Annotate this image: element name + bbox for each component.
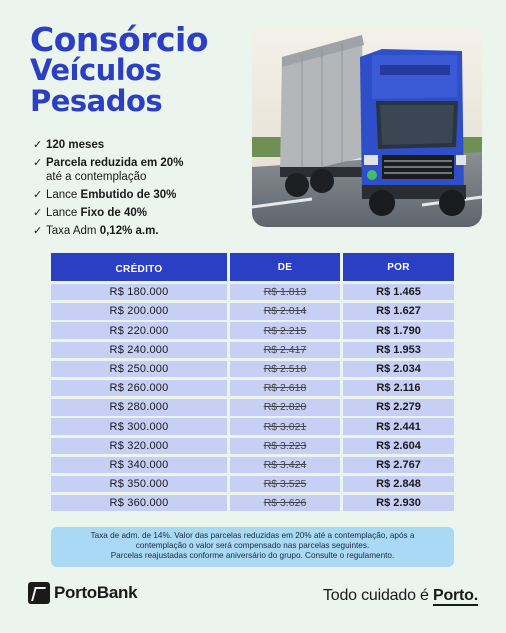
feature-text: Lance <box>46 189 81 201</box>
feature-bold: 120 meses <box>46 139 105 151</box>
cell-por: R$ 2.604 <box>343 438 454 454</box>
truck-photo <box>252 27 482 227</box>
cell-de: R$ 2.215 <box>230 322 340 338</box>
cell-credito: R$ 180.000 <box>51 284 227 300</box>
header-de: DE <box>230 253 340 281</box>
cell-por: R$ 1.953 <box>343 342 454 358</box>
note-line: Parcelas reajustadas conforme aniversário do grupo. Consulte o regulamento. <box>110 551 395 560</box>
feature-item <box>33 224 243 238</box>
table-row <box>51 342 454 358</box>
cell-por: R$ 2.441 <box>343 418 454 434</box>
feature-text: Lance <box>46 207 81 219</box>
cell-por: R$ 1.465 <box>343 284 454 300</box>
feature-list <box>33 138 243 242</box>
note-line: contemplação o valor será compensado nas parcelas seguintes. <box>135 541 370 550</box>
header-por: POR <box>343 253 454 281</box>
cell-credito: R$ 360.000 <box>51 495 227 511</box>
cell-credito: R$ 340.000 <box>51 457 227 473</box>
cell-de: R$ 3.626 <box>230 495 340 511</box>
table-row <box>51 457 454 473</box>
cell-de: R$ 2.014 <box>230 303 340 319</box>
tagline-regular: Todo cuidado é <box>322 587 433 604</box>
title-line-3: Pesados <box>30 84 163 118</box>
cell-de: R$ 2.820 <box>230 399 340 415</box>
title-line-2: Veículos <box>30 53 162 87</box>
feature-text: até a contemplação <box>46 171 147 183</box>
table-body <box>51 284 454 511</box>
feature-item <box>33 138 243 152</box>
table-row <box>51 399 454 415</box>
table-row <box>51 284 454 300</box>
feature-bold: Embutido de 30% <box>80 189 177 201</box>
table-row <box>51 361 454 377</box>
tagline <box>323 587 478 605</box>
cell-por: R$ 2.116 <box>343 380 454 396</box>
table-row <box>51 495 454 511</box>
feature-item <box>33 188 243 202</box>
feature-bold: Fixo de 40% <box>80 207 147 219</box>
cell-por: R$ 2.930 <box>343 495 454 511</box>
header-credito: CRÉDITO <box>51 253 227 281</box>
cell-por: R$ 2.034 <box>343 361 454 377</box>
price-table <box>51 253 454 514</box>
logo-text: PortoBank <box>54 583 138 602</box>
table-row <box>51 438 454 454</box>
feature-bold: 0,12% a.m. <box>99 225 159 237</box>
feature-item <box>33 206 243 220</box>
cell-de: R$ 3.223 <box>230 438 340 454</box>
cell-de: R$ 2.618 <box>230 380 340 396</box>
cell-credito: R$ 260.000 <box>51 380 227 396</box>
check-icon: ✓ <box>33 207 43 219</box>
cell-credito: R$ 300.000 <box>51 418 227 434</box>
cell-de: R$ 2.518 <box>230 361 340 377</box>
portobank-logo-icon <box>28 582 50 604</box>
check-icon: ✓ <box>33 139 43 151</box>
check-icon: ✓ <box>33 189 43 201</box>
feature-item <box>33 156 243 184</box>
check-icon: ✓ <box>33 157 43 169</box>
cell-por: R$ 1.627 <box>343 303 454 319</box>
cell-de: R$ 3.424 <box>230 457 340 473</box>
cell-de: R$ 3.021 <box>230 418 340 434</box>
feature-text: Taxa Adm <box>46 225 100 237</box>
portobank-logo <box>28 582 137 604</box>
table-header <box>51 253 454 281</box>
cell-por: R$ 2.279 <box>343 399 454 415</box>
cell-credito: R$ 240.000 <box>51 342 227 358</box>
cell-de: R$ 3.525 <box>230 476 340 492</box>
table-row <box>51 322 454 338</box>
table-row <box>51 380 454 396</box>
cell-de: R$ 2.417 <box>230 342 340 358</box>
cell-por: R$ 2.767 <box>343 457 454 473</box>
disclaimer-note <box>51 527 454 567</box>
table-row <box>51 303 454 319</box>
cell-credito: R$ 280.000 <box>51 399 227 415</box>
note-line: Taxa de adm. de 14%. Valor das parcelas reduzidas em 20% até a contemplação, após a <box>90 531 415 540</box>
feature-bold: Parcela reduzida em 20% <box>46 157 184 169</box>
cell-credito: R$ 320.000 <box>51 438 227 454</box>
cell-credito: R$ 250.000 <box>51 361 227 377</box>
table-row <box>51 476 454 492</box>
cell-credito: R$ 220.000 <box>51 322 227 338</box>
cell-por: R$ 1.790 <box>343 322 454 338</box>
title-line-1: Consórcio <box>30 20 209 59</box>
truck-illustration <box>252 27 482 227</box>
cell-credito: R$ 200.000 <box>51 303 227 319</box>
tagline-bold: Porto. <box>432 587 478 604</box>
page-title <box>30 20 209 118</box>
cell-por: R$ 2.848 <box>343 476 454 492</box>
cell-de: R$ 1.813 <box>230 284 340 300</box>
check-icon: ✓ <box>33 225 43 237</box>
table-row <box>51 418 454 434</box>
cell-credito: R$ 350.000 <box>51 476 227 492</box>
